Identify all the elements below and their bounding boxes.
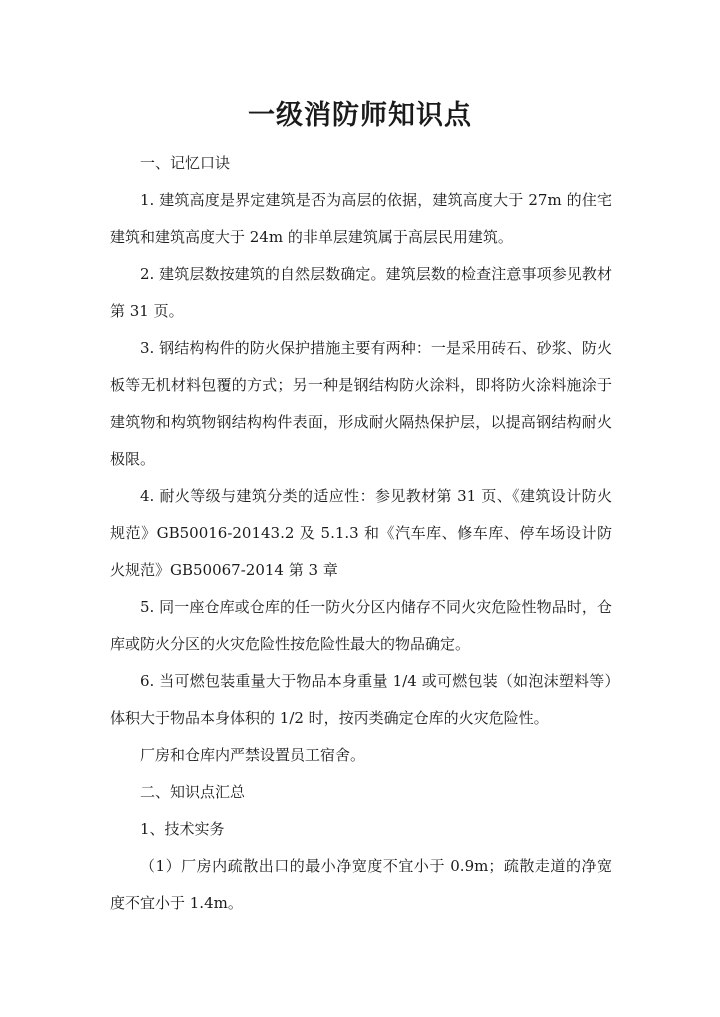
- section-heading-summary: 二、知识点汇总: [140, 783, 246, 801]
- document-title: 一级消防师知识点: [248, 100, 472, 131]
- document-body: [110, 145, 612, 922]
- subsection-heading-technical-practice: 1、技术实务: [140, 820, 225, 838]
- paragraph-evacuation-width: （1）厂房内疏散出口的最小净宽度不宜小于 0.9m；疏散走道的净宽度不宜小于 1.4m。: [110, 857, 612, 912]
- paragraph-steel-fire-protection: 3. 钢结构构件的防火保护措施主要有两种：一是采用砖石、砂浆、防火板等无机材料包覆的方式；另一种是钢结构防火涂料，即将防火涂料施涂于建筑物和构筑物钢结构构件表面，形成耐火隔热保护层，以提高钢结构耐火极限。: [110, 339, 612, 468]
- paragraph-building-height: 1. 建筑高度是界定建筑是否为高层的依据，建筑高度大于 27m 的住宅建筑和建筑高度大于 24m 的非单层建筑属于高层民用建筑。: [110, 191, 612, 246]
- section-heading-mnemonics: 一、记忆口诀: [140, 154, 231, 172]
- paragraph-dormitory-ban: 厂房和仓库内严禁设置员工宿舍。: [140, 746, 366, 764]
- paragraph-warehouse-hazard: 5. 同一座仓库或仓库的任一防火分区内储存不同火灾危险性物品时，仓库或防火分区的火灾危险性按危险性最大的物品确定。: [110, 598, 612, 653]
- paragraph-building-floors: 2. 建筑层数按建筑的自然层数确定。建筑层数的检查注意事项参见教材第 31 页。: [110, 265, 612, 320]
- paragraph-fire-resistance-rating: 4. 耐火等级与建筑分类的适应性：参见教材第 31 页、《建筑设计防火规范》GB50016-20143.2 及 5.1.3 和《汽车库、修车库、停车场设计防火规范》GB50067-2014 第 3 章: [110, 487, 612, 579]
- paragraph-combustible-packaging: 6. 当可燃包装重量大于物品本身重量 1/4 或可燃包装（如泡沫塑料等）体积大于物品本身体积的 1/2 时，按丙类确定仓库的火灾危险性。: [110, 672, 612, 727]
